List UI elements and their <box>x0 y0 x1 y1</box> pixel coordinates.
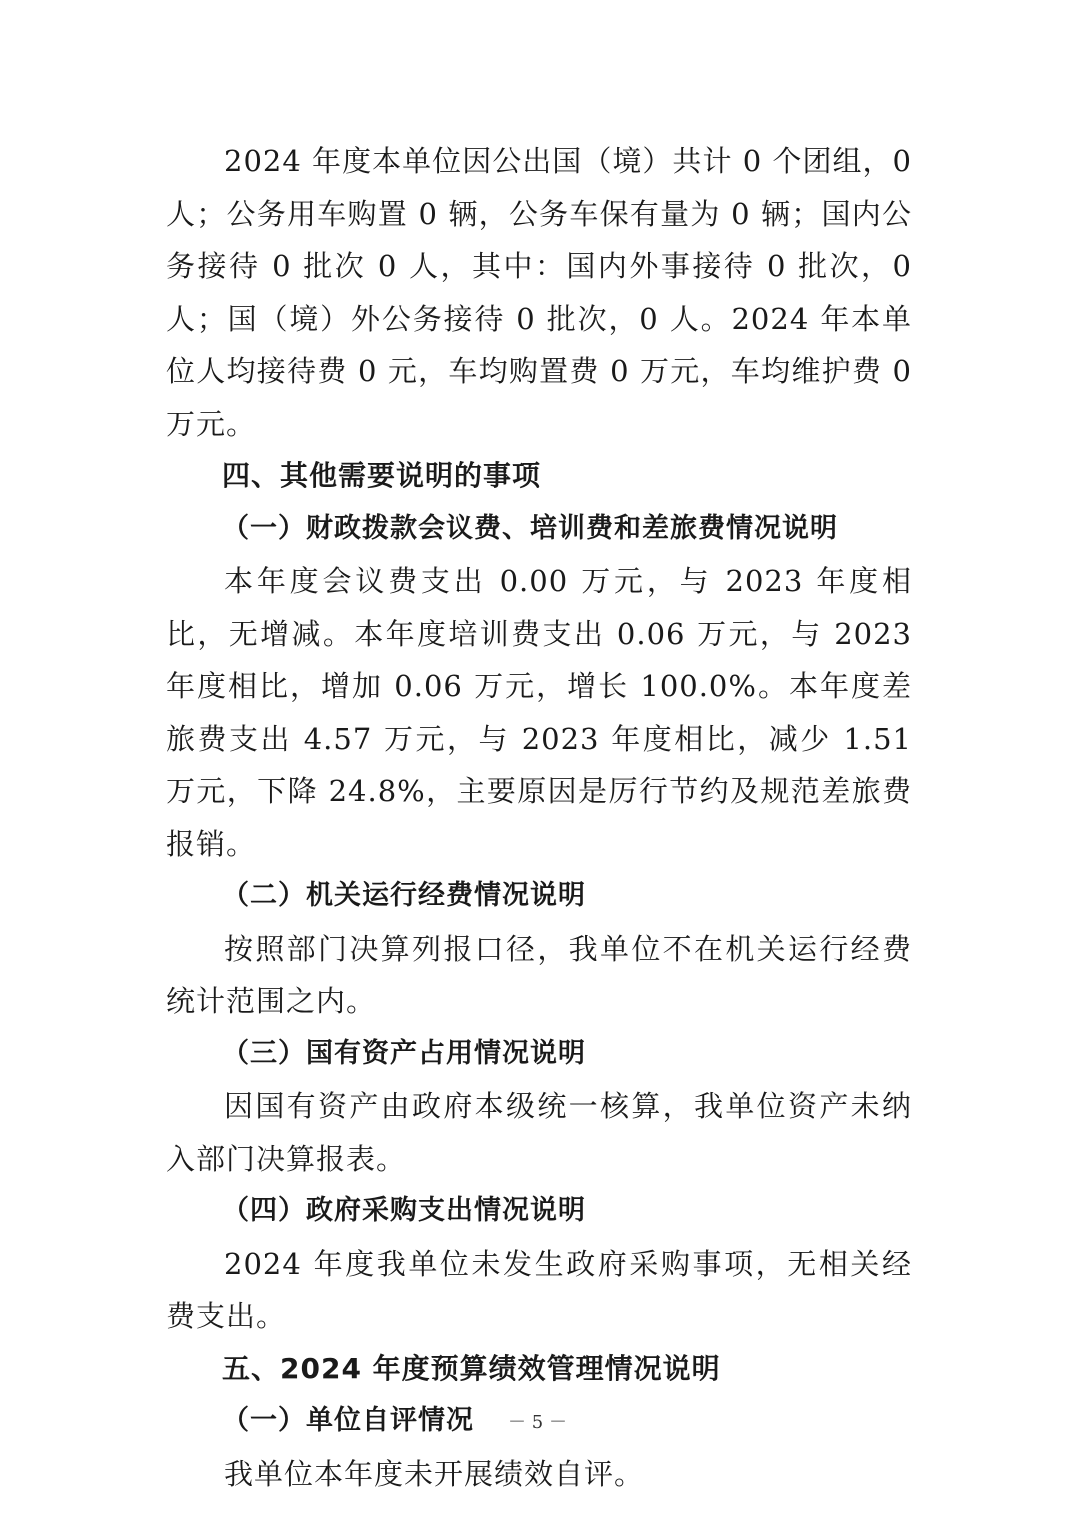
paragraph-state-assets: 因国有资产由政府本级统一核算，我单位资产未纳入部门决算报表。 <box>166 1089 912 1176</box>
paragraph-meeting-training-travel: 本年度会议费支出 0.00 万元，与 2023 年度相比，无增减。本年度培训费支出 0.06 万元，与 2023 年度相比，增加 0.06 万元，增长 100.0%。本年度差旅费支出 4.57 万元，与 2023 年度相比，减少 1.51 万元，下降 24.8%，主要原因是厉行节约及规范差旅费报销。 <box>166 564 912 861</box>
subheading-operating-funds: （二）机关运行经费情况说明 <box>222 880 586 911</box>
document-body <box>166 135 912 1500</box>
subheading-government-procurement: （四）政府采购支出情况说明 <box>222 1195 586 1226</box>
paragraph-self-evaluation: 我单位本年度未开展绩效自评。 <box>224 1456 645 1491</box>
section-heading-performance: 五、2024 年度预算绩效管理情况说明 <box>222 1351 721 1385</box>
section-heading-other-matters: 四、其他需要说明的事项 <box>222 459 542 492</box>
paragraph-official-expenses: 2024 年度本单位因公出国（境）共计 0 个团组，0 人；公务用车购置 0 辆，公务车保有量为 0 辆；国内公务接待 0 批次 0 人，其中：国内外事接待 0 批次，0 人；国（境）外公务接待 0 批次，0 人。2024 年本单位人均接待费 0 元，车均购置费 0 万元，车均维护费 0 万元。 <box>166 144 912 441</box>
subheading-self-evaluation: （一）单位自评情况 <box>222 1405 474 1436</box>
paragraph-government-procurement: 2024 年度我单位未发生政府采购事项，无相关经费支出。 <box>166 1246 912 1333</box>
subheading-state-assets: （三）国有资产占用情况说明 <box>222 1037 586 1069</box>
page-number: － 5 － <box>508 1412 567 1433</box>
paragraph-operating-funds: 按照部门决算列报口径，我单位不在机关运行经费统计范围之内。 <box>166 931 912 1018</box>
subheading-meeting-training-travel: （一）财政拨款会议费、培训费和差旅费情况说明 <box>222 512 838 544</box>
